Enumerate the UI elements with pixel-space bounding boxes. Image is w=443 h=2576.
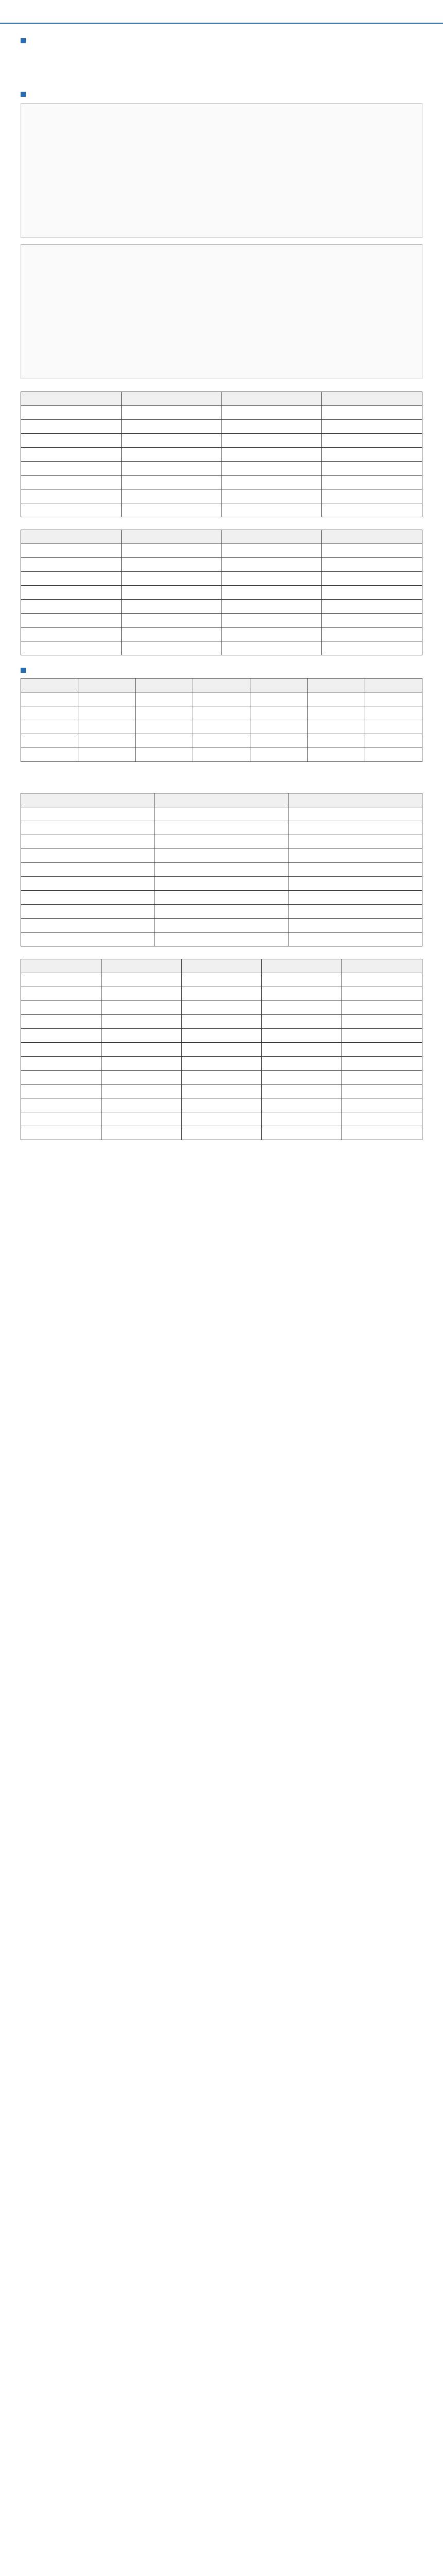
table-header-cell: [21, 392, 122, 406]
table-row: [21, 1015, 422, 1029]
table-header-cell: [365, 679, 422, 692]
table-cell: [342, 1029, 422, 1043]
table-cell: [101, 1057, 181, 1071]
table-cell: [21, 420, 122, 434]
table-cell: [222, 406, 322, 420]
table-cell: [342, 1071, 422, 1084]
table-cell: [322, 476, 422, 489]
table-cell: [21, 434, 122, 448]
table-cell: [308, 734, 365, 748]
section-intro: [21, 38, 422, 79]
table-cell: [101, 1112, 181, 1126]
table-cell: [121, 448, 222, 462]
table-header-cell: [262, 959, 342, 973]
table-cell: [288, 863, 422, 877]
table-cell: [365, 706, 422, 720]
table-cell: [21, 1098, 101, 1112]
table-cell: [121, 586, 222, 600]
table-cell: [21, 1057, 101, 1071]
table-cell: [21, 600, 122, 614]
table-cell: [181, 1029, 262, 1043]
section-materials: [21, 668, 422, 762]
table-header-cell: [21, 530, 122, 544]
table-row: [21, 807, 422, 821]
table-cell: [181, 1084, 262, 1098]
table-row: [21, 600, 422, 614]
table-cell: [322, 448, 422, 462]
table-cell: [101, 1029, 181, 1043]
table-cell: [21, 1126, 101, 1140]
table-cell: [78, 734, 135, 748]
table-cell: [262, 1057, 342, 1071]
table-cell: [262, 1126, 342, 1140]
table-cell: [21, 734, 78, 748]
table-cell: [101, 1098, 181, 1112]
table-cell: [21, 877, 155, 891]
table-cell: [222, 462, 322, 476]
table-cell: [288, 905, 422, 919]
table-cell: [342, 1043, 422, 1057]
table-cell: [121, 434, 222, 448]
table-header-cell: [222, 392, 322, 406]
table-cell: [322, 628, 422, 641]
table-cell: [308, 706, 365, 720]
table-header-cell: [21, 959, 101, 973]
table-row: [21, 1071, 422, 1084]
table-row: [21, 614, 422, 628]
table-cell: [288, 821, 422, 835]
section-bullet-icon: [21, 668, 26, 673]
table-cell: [21, 1015, 101, 1029]
table-cell: [78, 692, 135, 706]
table-header-cell: [181, 959, 262, 973]
table-cell: [101, 1001, 181, 1015]
table-cell: [101, 973, 181, 987]
table-header-cell: [250, 679, 308, 692]
table-cell: [308, 748, 365, 762]
table-cell: [135, 720, 193, 734]
table-cell: [222, 489, 322, 503]
table-cell: [322, 462, 422, 476]
table-cell: [262, 1015, 342, 1029]
table-cell: [262, 1084, 342, 1098]
table-cell: [21, 720, 78, 734]
table-cell: [288, 849, 422, 863]
table-cell: [288, 877, 422, 891]
table-cell: [250, 692, 308, 706]
table-cell: [308, 692, 365, 706]
table-row: [21, 919, 422, 933]
table-row: [21, 1043, 422, 1057]
table-cell: [21, 641, 122, 655]
table-row: [21, 406, 422, 420]
table-cell: [21, 572, 122, 586]
table-cell: [322, 420, 422, 434]
test-conditions-table: [21, 793, 422, 946]
table-header-cell: [121, 392, 222, 406]
table-row: [21, 544, 422, 558]
table-cell: [222, 572, 322, 586]
table-cell: [193, 692, 250, 706]
table-cell: [21, 692, 78, 706]
table-cell: [101, 1043, 181, 1057]
table-cell: [288, 919, 422, 933]
table-cell: [101, 1071, 181, 1084]
table-cell: [193, 748, 250, 762]
table-header-cell: [288, 793, 422, 807]
table-cell: [21, 821, 155, 835]
table-cell: [322, 434, 422, 448]
table-cell: [342, 1001, 422, 1015]
table-cell: [21, 503, 122, 517]
table-cell: [21, 1001, 101, 1015]
dimension-drawing: [21, 103, 422, 238]
table-row: [21, 821, 422, 835]
table-row: [21, 448, 422, 462]
table-cell: [181, 1057, 262, 1071]
table-row: [21, 933, 422, 946]
table-cell: [322, 600, 422, 614]
table-cell: [21, 476, 122, 489]
table-row: [21, 586, 422, 600]
table-row: [21, 891, 422, 905]
table-row: [21, 835, 422, 849]
table-cell: [181, 1098, 262, 1112]
section-test-conditions: [21, 793, 422, 946]
table-cell: [155, 891, 288, 905]
table-cell: [342, 987, 422, 1001]
table-row: [21, 734, 422, 748]
table-row: [21, 720, 422, 734]
table-cell: [365, 748, 422, 762]
table-header-cell: [308, 679, 365, 692]
table-cell: [181, 1015, 262, 1029]
table-cell: [365, 720, 422, 734]
table-cell: [78, 720, 135, 734]
table-cell: [322, 406, 422, 420]
table-cell: [155, 821, 288, 835]
table-header-cell: [155, 793, 288, 807]
table-row: [21, 641, 422, 655]
table-cell: [365, 734, 422, 748]
table-cell: [155, 849, 288, 863]
table-cell: [342, 1057, 422, 1071]
table-cell: [181, 973, 262, 987]
table-row: [21, 1029, 422, 1043]
table-cell: [322, 641, 422, 655]
paragraph: [21, 69, 422, 79]
table-cell: [222, 476, 322, 489]
table-cell: [121, 558, 222, 572]
table-row: [21, 503, 422, 517]
section-bullet-icon: [21, 92, 26, 97]
table-cell: [250, 734, 308, 748]
table-cell: [155, 933, 288, 946]
table-cell: [121, 614, 222, 628]
table-cell: [78, 706, 135, 720]
table-header-cell: [101, 959, 181, 973]
table-cell: [155, 877, 288, 891]
materials-table: [21, 678, 422, 762]
table-row: [21, 1057, 422, 1071]
paragraph: [21, 59, 422, 69]
table-cell: [155, 807, 288, 821]
table-header-cell: [322, 530, 422, 544]
table-cell: [262, 987, 342, 1001]
table-cell: [322, 614, 422, 628]
table-cell: [21, 406, 122, 420]
table-cell: [181, 1001, 262, 1015]
table-row: [21, 973, 422, 987]
table-row: [21, 748, 422, 762]
table-row: [21, 489, 422, 503]
table-cell: [21, 987, 101, 1001]
table-cell: [322, 572, 422, 586]
table-cell: [342, 973, 422, 987]
table-header-cell: [322, 392, 422, 406]
table-cell: [262, 1071, 342, 1084]
table-cell: [21, 558, 122, 572]
table-cell: [101, 1015, 181, 1029]
schematic-diagram: [21, 244, 422, 379]
table-cell: [262, 1001, 342, 1015]
table-cell: [21, 614, 122, 628]
table-cell: [21, 973, 101, 987]
table-row: [21, 863, 422, 877]
table-cell: [21, 1112, 101, 1126]
table-cell: [181, 1126, 262, 1140]
table-row: [21, 462, 422, 476]
paragraph: [21, 48, 422, 59]
table-cell: [21, 628, 122, 641]
table-row: [21, 1084, 422, 1098]
table-cell: [121, 544, 222, 558]
table-cell: [21, 807, 155, 821]
table-row: [21, 628, 422, 641]
table-cell: [101, 987, 181, 1001]
table-cell: [365, 692, 422, 706]
table-header-cell: [21, 679, 78, 692]
table-cell: [288, 891, 422, 905]
table-cell: [135, 692, 193, 706]
table-cell: [262, 1043, 342, 1057]
table-cell: [222, 614, 322, 628]
table-cell: [21, 706, 78, 720]
table-cell: [222, 448, 322, 462]
table-cell: [121, 641, 222, 655]
table-cell: [262, 1112, 342, 1126]
table-header-cell: [135, 679, 193, 692]
table-cell: [21, 748, 78, 762]
table-row: [21, 706, 422, 720]
table-cell: [135, 706, 193, 720]
table-cell: [121, 572, 222, 586]
table-cell: [222, 420, 322, 434]
table-cell: [322, 544, 422, 558]
table-header-cell: [222, 530, 322, 544]
section-test-items: [21, 959, 422, 1140]
table-cell: [322, 503, 422, 517]
table-row: [21, 1112, 422, 1126]
table-cell: [262, 1098, 342, 1112]
table-cell: [21, 1043, 101, 1057]
spec-table-2: [21, 530, 422, 655]
table-cell: [21, 462, 122, 476]
table-row: [21, 1126, 422, 1140]
table-cell: [101, 1126, 181, 1140]
table-header-cell: [121, 530, 222, 544]
table-cell: [222, 434, 322, 448]
table-cell: [21, 448, 122, 462]
section-spec-table: [21, 392, 422, 517]
table-cell: [155, 905, 288, 919]
table-cell: [250, 748, 308, 762]
table-cell: [322, 586, 422, 600]
table-cell: [181, 1043, 262, 1057]
table-row: [21, 572, 422, 586]
table-cell: [155, 919, 288, 933]
table-cell: [308, 720, 365, 734]
table-row: [21, 420, 422, 434]
table-row: [21, 692, 422, 706]
table-cell: [222, 503, 322, 517]
table-cell: [222, 600, 322, 614]
table-cell: [121, 476, 222, 489]
table-cell: [193, 706, 250, 720]
table-cell: [21, 835, 155, 849]
table-cell: [193, 720, 250, 734]
spec-table: [21, 392, 422, 517]
table-cell: [342, 1126, 422, 1140]
table-cell: [181, 1112, 262, 1126]
table-cell: [21, 863, 155, 877]
table-row: [21, 849, 422, 863]
table-cell: [222, 544, 322, 558]
table-cell: [262, 973, 342, 987]
table-row: [21, 905, 422, 919]
table-cell: [21, 933, 155, 946]
section-spec-table-2: [21, 530, 422, 655]
table-cell: [222, 558, 322, 572]
table-cell: [181, 987, 262, 1001]
table-cell: [342, 1112, 422, 1126]
table-header-cell: [193, 679, 250, 692]
table-header-cell: [342, 959, 422, 973]
document-header: [0, 0, 443, 24]
table-cell: [288, 933, 422, 946]
table-cell: [21, 1029, 101, 1043]
table-cell: [121, 462, 222, 476]
table-header-cell: [21, 793, 155, 807]
table-cell: [250, 720, 308, 734]
table-cell: [322, 558, 422, 572]
table-cell: [121, 628, 222, 641]
table-cell: [21, 849, 155, 863]
section-drawings: [21, 92, 422, 379]
table-cell: [155, 863, 288, 877]
table-row: [21, 558, 422, 572]
table-cell: [21, 905, 155, 919]
test-items-table: [21, 959, 422, 1140]
table-cell: [135, 748, 193, 762]
table-cell: [21, 544, 122, 558]
table-cell: [21, 586, 122, 600]
table-row: [21, 434, 422, 448]
table-cell: [121, 600, 222, 614]
table-cell: [101, 1084, 181, 1098]
table-cell: [322, 489, 422, 503]
table-row: [21, 476, 422, 489]
table-row: [21, 1001, 422, 1015]
table-row: [21, 1098, 422, 1112]
table-cell: [342, 1084, 422, 1098]
table-cell: [135, 734, 193, 748]
table-cell: [121, 406, 222, 420]
table-cell: [222, 641, 322, 655]
table-cell: [222, 628, 322, 641]
table-cell: [121, 420, 222, 434]
table-header-cell: [78, 679, 135, 692]
table-cell: [121, 503, 222, 517]
table-cell: [342, 1098, 422, 1112]
table-cell: [250, 706, 308, 720]
table-cell: [121, 489, 222, 503]
table-cell: [21, 919, 155, 933]
table-cell: [288, 807, 422, 821]
section-bullet-icon: [21, 38, 26, 43]
table-cell: [262, 1029, 342, 1043]
table-cell: [155, 835, 288, 849]
table-cell: [181, 1071, 262, 1084]
table-cell: [288, 835, 422, 849]
table-cell: [21, 891, 155, 905]
table-row: [21, 987, 422, 1001]
table-cell: [21, 1084, 101, 1098]
table-cell: [193, 734, 250, 748]
table-cell: [21, 489, 122, 503]
table-row: [21, 877, 422, 891]
table-cell: [21, 1071, 101, 1084]
table-cell: [222, 586, 322, 600]
table-cell: [342, 1015, 422, 1029]
table-cell: [78, 748, 135, 762]
